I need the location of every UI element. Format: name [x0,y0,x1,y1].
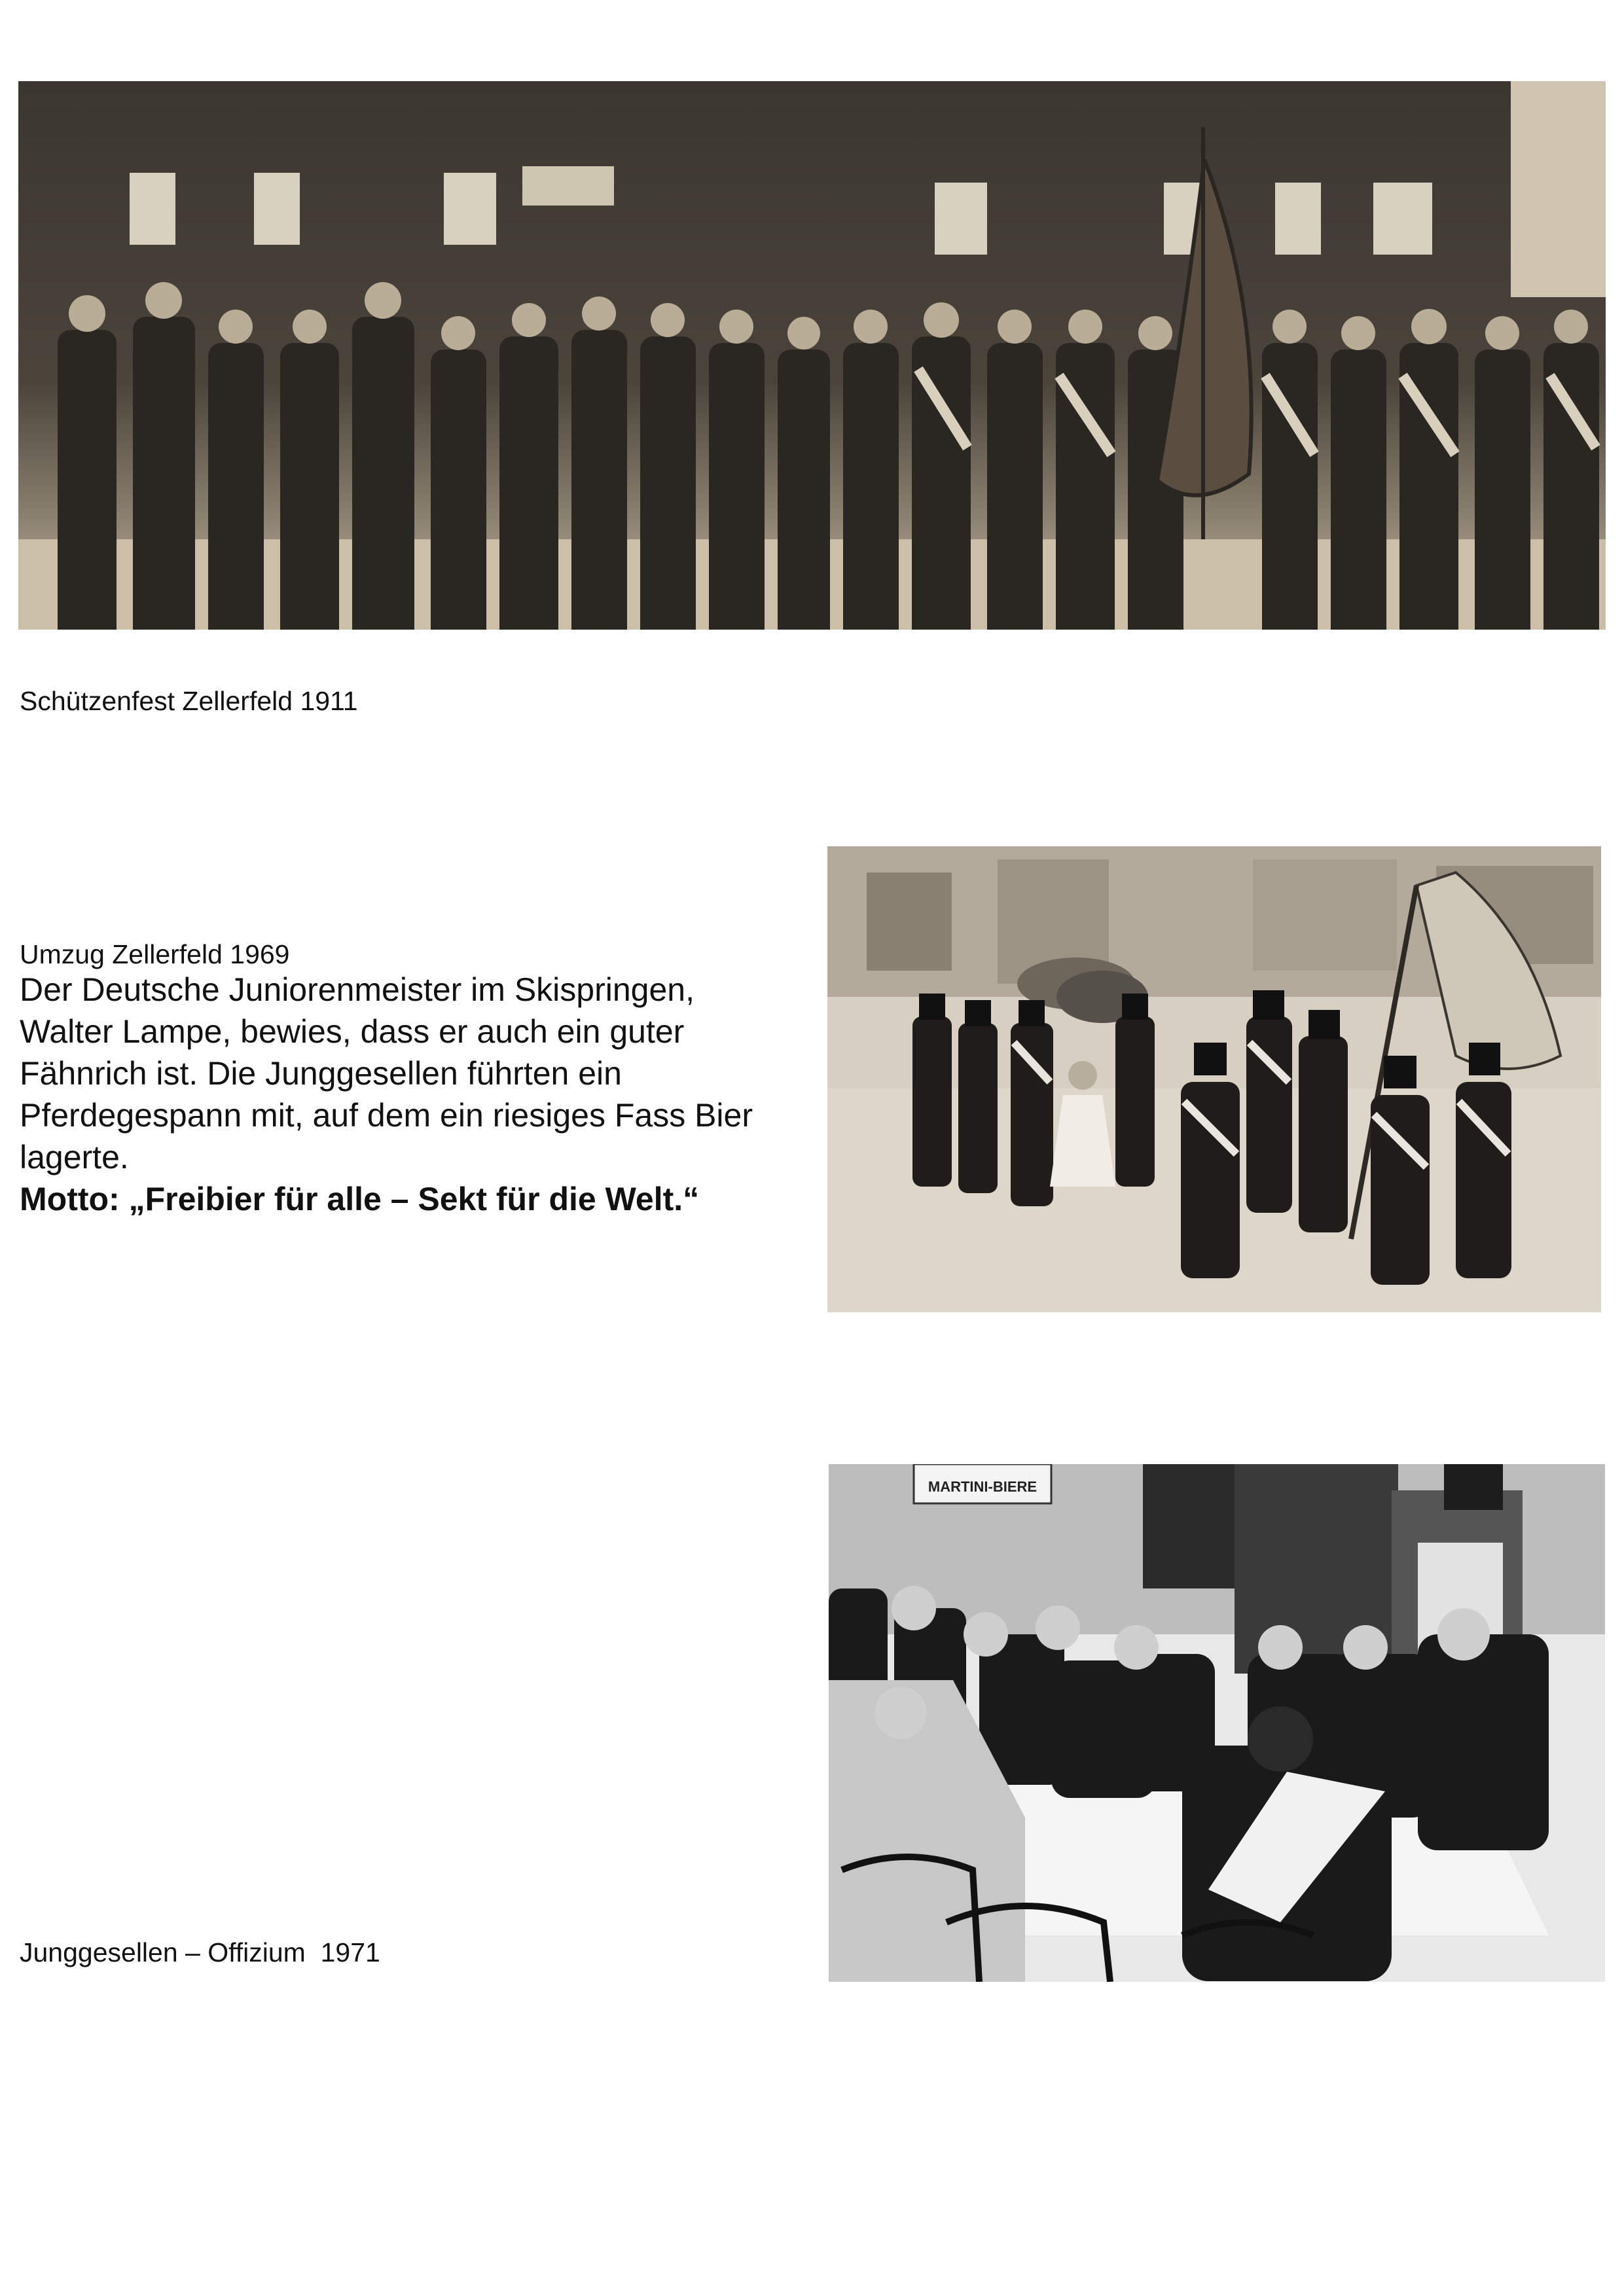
caption-1969: Umzug Zellerfeld 1969 [20,939,290,969]
photo-schuetzenfest-1911 [18,81,1606,630]
body-paragraph-1969: Der Deutsche Juniorenmeister im Skispringen, Walter Lampe, bewies, dass er auch ein guter Fähnrich ist. Die Junggesellen führten ein Pferdegespann mit, auf dem ein riesiges Fass Bier lagerte. [20,971,753,1175]
caption-1971: Junggesellen – Offizium 1971 [20,1937,380,1967]
parade-photo-image [827,846,1601,1312]
motto-text: Motto: „Freibier für alle – Sekt für die Welt.“ [20,1181,700,1217]
photo-umzug-1969 [827,846,1601,1312]
beer-sign-text: MARTINI-BIERE [928,1479,1038,1495]
tavern-photo-image [829,1464,1605,1982]
group-photo-image [18,81,1606,630]
photo-offizium-1971 [829,1464,1605,1982]
caption-1911: Schützenfest Zellerfeld 1911 [20,686,358,716]
text-1969 [20,969,792,1220]
